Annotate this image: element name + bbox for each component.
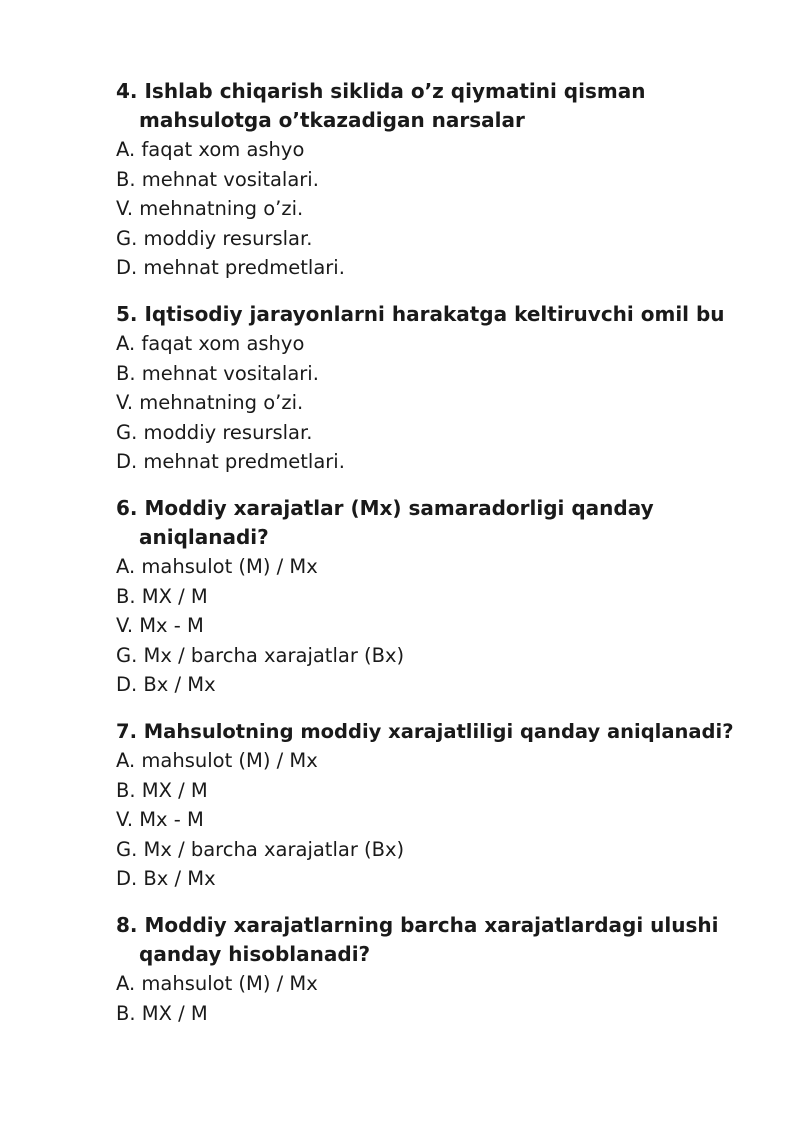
question-text: Mahsulotning moddiy xarajatliligi qanday aniqlanadi? [143, 720, 734, 743]
option-g: G. moddiy resurslar. [116, 226, 313, 250]
question-8 [116, 911, 756, 1028]
option-b: B. mehnat vositalari. [116, 361, 319, 385]
option-a: A. mahsulot (M) / Mx [116, 972, 318, 995]
question-number: 6. [116, 496, 138, 520]
option-g: G. moddiy resurslar. [116, 420, 313, 444]
question-text: Iqtisodiy jarayonlarni harakatga keltiruvchi omil bu [144, 302, 725, 326]
question-text: Ishlab chiqarish siklida o’z qiymatini qisman mahsulotga o’tkazadigan narsalar [139, 79, 646, 132]
option-b: B. MX / M [116, 1001, 208, 1025]
question-number: 8. [116, 913, 138, 937]
question-title [116, 300, 756, 329]
question-number: 7. [116, 720, 137, 743]
option-b: B. MX / M [116, 778, 208, 802]
question-4 [116, 77, 756, 283]
option-a: A. mahsulot (M) / Mx [116, 749, 318, 772]
question-7 [116, 717, 756, 894]
option-g: G. Mx / barcha xarajatlar (Bx) [116, 837, 405, 861]
option-a: A. faqat xom ashyo [116, 332, 305, 355]
question-title [116, 717, 756, 746]
option-g: G. Mx / barcha xarajatlar (Bx) [116, 643, 405, 667]
question-5 [116, 300, 756, 477]
option-b: B. mehnat vositalari. [116, 167, 319, 191]
option-d: D. Bx / Mx [116, 673, 216, 696]
question-number: 5. [116, 302, 138, 326]
option-d: D. Bx / Mx [116, 867, 216, 890]
option-d: D. mehnat predmetlari. [116, 256, 345, 279]
question-title [116, 494, 756, 552]
option-v: V. mehnatning o’zi. [116, 197, 304, 220]
question-text: Moddiy xarajatlarning barcha xarajatlardagi ulushi qanday hisoblanadi? [139, 913, 719, 966]
option-list [116, 329, 756, 477]
option-list [116, 552, 756, 700]
option-d: D. mehnat predmetlari. [116, 450, 345, 473]
question-6 [116, 494, 756, 700]
option-v: V. Mx - M [116, 614, 204, 637]
question-title [116, 77, 756, 135]
option-list [116, 969, 756, 1028]
option-v: V. mehnatning o’zi. [116, 391, 304, 414]
question-text: Moddiy xarajatlar (Mx) samaradorligi qanday aniqlanadi? [139, 496, 654, 549]
question-number: 4. [116, 79, 138, 103]
option-a: A. faqat xom ashyo [116, 138, 305, 161]
question-title [116, 911, 756, 969]
option-b: B. MX / M [116, 584, 208, 608]
option-v: V. Mx - M [116, 808, 204, 831]
option-list [116, 135, 756, 283]
option-a: A. mahsulot (M) / Mx [116, 555, 318, 578]
option-list [116, 746, 756, 894]
